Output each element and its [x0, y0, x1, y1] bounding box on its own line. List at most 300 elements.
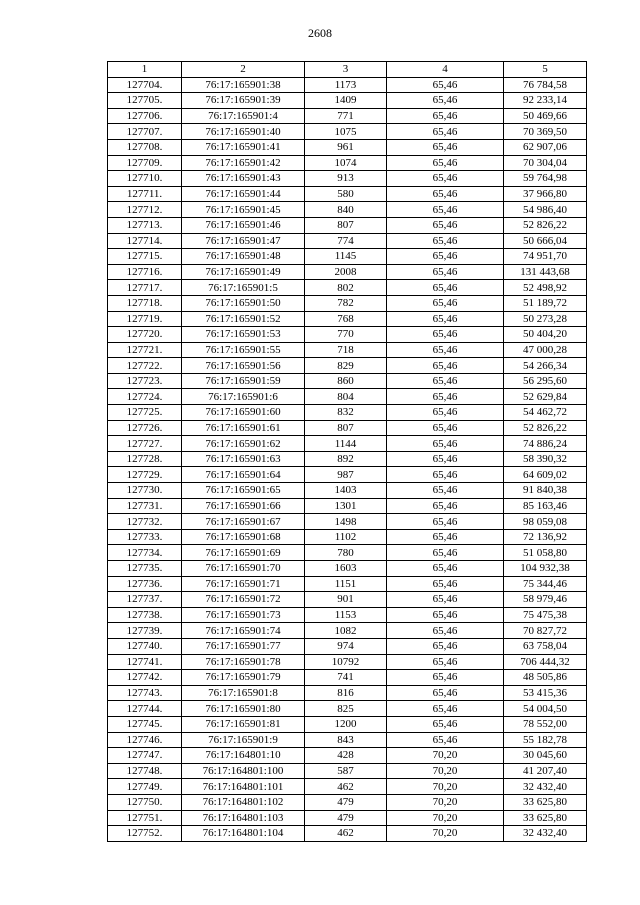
area-cell: 829: [305, 358, 387, 374]
cadastral-number-cell: 76:17:165901:72: [182, 592, 305, 608]
table-row: [108, 483, 587, 499]
amount-cell: 92 233,14: [504, 93, 587, 109]
row-number-cell: 127718.: [108, 295, 182, 311]
table-row: [108, 311, 587, 327]
table-row: [108, 186, 587, 202]
area-cell: 718: [305, 342, 387, 358]
area-cell: 1082: [305, 623, 387, 639]
amount-cell: 52 498,92: [504, 280, 587, 296]
cadastral-number-cell: 76:17:165901:43: [182, 171, 305, 187]
table-row: [108, 545, 587, 561]
area-cell: 462: [305, 826, 387, 842]
cadastral-number-cell: 76:17:165901:63: [182, 451, 305, 467]
row-number-cell: 127742.: [108, 670, 182, 686]
table-row: [108, 748, 587, 764]
table-row: [108, 561, 587, 577]
cadastral-number-cell: 76:17:165901:46: [182, 217, 305, 233]
rate-cell: 65,46: [387, 623, 504, 639]
area-cell: 771: [305, 108, 387, 124]
row-number-cell: 127712.: [108, 202, 182, 218]
row-number-cell: 127730.: [108, 483, 182, 499]
cadastral-number-cell: 76:17:165901:67: [182, 514, 305, 530]
table-row: [108, 654, 587, 670]
table-row: [108, 249, 587, 265]
area-cell: 741: [305, 670, 387, 686]
area-cell: 901: [305, 592, 387, 608]
amount-cell: 50 469,66: [504, 108, 587, 124]
cadastral-number-cell: 76:17:165901:77: [182, 638, 305, 654]
table-row: [108, 763, 587, 779]
row-number-cell: 127715.: [108, 249, 182, 265]
table-row: [108, 810, 587, 826]
row-number-cell: 127749.: [108, 779, 182, 795]
table-row: [108, 685, 587, 701]
cadastral-number-cell: 76:17:165901:62: [182, 436, 305, 452]
row-number-cell: 127724.: [108, 389, 182, 405]
table-row: [108, 514, 587, 530]
rate-cell: 70,20: [387, 794, 504, 810]
rate-cell: 70,20: [387, 779, 504, 795]
area-cell: 2008: [305, 264, 387, 280]
amount-cell: 70 369,50: [504, 124, 587, 140]
table-row: [108, 202, 587, 218]
rate-cell: 65,46: [387, 217, 504, 233]
row-number-cell: 127750.: [108, 794, 182, 810]
row-number-cell: 127735.: [108, 561, 182, 577]
rate-cell: 65,46: [387, 451, 504, 467]
table-row: [108, 327, 587, 343]
amount-cell: 51 189,72: [504, 295, 587, 311]
rate-cell: 65,46: [387, 155, 504, 171]
rate-cell: 65,46: [387, 342, 504, 358]
rate-cell: 65,46: [387, 498, 504, 514]
rate-cell: 65,46: [387, 295, 504, 311]
area-cell: 774: [305, 233, 387, 249]
area-cell: 807: [305, 420, 387, 436]
area-cell: 1603: [305, 561, 387, 577]
area-cell: 961: [305, 139, 387, 155]
rate-cell: 65,46: [387, 545, 504, 561]
row-number-cell: 127705.: [108, 93, 182, 109]
table-row: [108, 373, 587, 389]
amount-cell: 706 444,32: [504, 654, 587, 670]
amount-cell: 56 295,60: [504, 373, 587, 389]
amount-cell: 33 625,80: [504, 810, 587, 826]
row-number-cell: 127752.: [108, 826, 182, 842]
table-row: [108, 77, 587, 93]
table-row: [108, 358, 587, 374]
rate-cell: 65,46: [387, 139, 504, 155]
table-row: [108, 155, 587, 171]
amount-cell: 54 266,34: [504, 358, 587, 374]
row-number-cell: 127720.: [108, 327, 182, 343]
area-cell: 770: [305, 327, 387, 343]
amount-cell: 75 475,38: [504, 607, 587, 623]
amount-cell: 50 404,20: [504, 327, 587, 343]
area-cell: 1200: [305, 716, 387, 732]
rate-cell: 65,46: [387, 171, 504, 187]
amount-cell: 53 415,36: [504, 685, 587, 701]
table-row: [108, 498, 587, 514]
table-row: [108, 826, 587, 842]
area-cell: 1145: [305, 249, 387, 265]
cadastral-number-cell: 76:17:165901:42: [182, 155, 305, 171]
table-row: [108, 171, 587, 187]
rate-cell: 65,46: [387, 592, 504, 608]
row-number-cell: 127710.: [108, 171, 182, 187]
rate-cell: 65,46: [387, 249, 504, 265]
rate-cell: 65,46: [387, 483, 504, 499]
row-number-cell: 127719.: [108, 311, 182, 327]
row-number-cell: 127747.: [108, 748, 182, 764]
cadastral-number-cell: 76:17:165901:44: [182, 186, 305, 202]
amount-cell: 59 764,98: [504, 171, 587, 187]
column-header: 2: [182, 62, 305, 78]
amount-cell: 32 432,40: [504, 826, 587, 842]
area-cell: 428: [305, 748, 387, 764]
cadastral-number-cell: 76:17:165901:45: [182, 202, 305, 218]
area-cell: 10792: [305, 654, 387, 670]
row-number-cell: 127732.: [108, 514, 182, 530]
area-cell: 1074: [305, 155, 387, 171]
cadastral-number-cell: 76:17:165901:60: [182, 405, 305, 421]
amount-cell: 51 058,80: [504, 545, 587, 561]
rate-cell: 65,46: [387, 358, 504, 374]
rate-cell: 65,46: [387, 311, 504, 327]
rate-cell: 65,46: [387, 124, 504, 140]
cadastral-number-cell: 76:17:164801:101: [182, 779, 305, 795]
cadastral-number-cell: 76:17:165901:50: [182, 295, 305, 311]
rate-cell: 65,46: [387, 405, 504, 421]
amount-cell: 55 182,78: [504, 732, 587, 748]
rate-cell: 70,20: [387, 826, 504, 842]
rate-cell: 65,46: [387, 186, 504, 202]
amount-cell: 54 986,40: [504, 202, 587, 218]
rate-cell: 65,46: [387, 420, 504, 436]
row-number-cell: 127736.: [108, 576, 182, 592]
table-row: [108, 436, 587, 452]
rate-cell: 65,46: [387, 529, 504, 545]
table-row: [108, 93, 587, 109]
table-row: [108, 467, 587, 483]
amount-cell: 41 207,40: [504, 763, 587, 779]
row-number-cell: 127726.: [108, 420, 182, 436]
rate-cell: 65,46: [387, 514, 504, 530]
cadastral-number-cell: 76:17:165901:6: [182, 389, 305, 405]
area-cell: 1153: [305, 607, 387, 623]
amount-cell: 52 826,22: [504, 217, 587, 233]
amount-cell: 70 827,72: [504, 623, 587, 639]
rate-cell: 65,46: [387, 467, 504, 483]
table-row: [108, 592, 587, 608]
area-cell: 780: [305, 545, 387, 561]
area-cell: 860: [305, 373, 387, 389]
rate-cell: 65,46: [387, 685, 504, 701]
area-cell: 782: [305, 295, 387, 311]
cadastral-number-cell: 76:17:165901:59: [182, 373, 305, 389]
page-number: 2608: [308, 26, 332, 40]
amount-cell: 30 045,60: [504, 748, 587, 764]
table-row: [108, 732, 587, 748]
row-number-cell: 127728.: [108, 451, 182, 467]
cadastral-number-cell: 76:17:165901:78: [182, 654, 305, 670]
amount-cell: 76 784,58: [504, 77, 587, 93]
area-cell: 479: [305, 794, 387, 810]
rate-cell: 65,46: [387, 638, 504, 654]
rate-cell: 65,46: [387, 327, 504, 343]
row-number-cell: 127716.: [108, 264, 182, 280]
table-row: [108, 670, 587, 686]
table-row: [108, 233, 587, 249]
table-row: [108, 139, 587, 155]
rate-cell: 65,46: [387, 701, 504, 717]
row-number-cell: 127739.: [108, 623, 182, 639]
area-cell: 840: [305, 202, 387, 218]
area-cell: 802: [305, 280, 387, 296]
row-number-cell: 127733.: [108, 529, 182, 545]
amount-cell: 131 443,68: [504, 264, 587, 280]
rate-cell: 65,46: [387, 264, 504, 280]
cadastral-number-cell: 76:17:164801:10: [182, 748, 305, 764]
amount-cell: 58 979,46: [504, 592, 587, 608]
amount-cell: 33 625,80: [504, 794, 587, 810]
table-row: [108, 576, 587, 592]
cadastral-number-cell: 76:17:165901:4: [182, 108, 305, 124]
rate-cell: 65,46: [387, 233, 504, 249]
amount-cell: 52 826,22: [504, 420, 587, 436]
data-table: [107, 61, 587, 842]
cadastral-number-cell: 76:17:165901:74: [182, 623, 305, 639]
amount-cell: 64 609,02: [504, 467, 587, 483]
area-cell: 1301: [305, 498, 387, 514]
row-number-cell: 127745.: [108, 716, 182, 732]
row-number-cell: 127709.: [108, 155, 182, 171]
table-row: [108, 451, 587, 467]
cadastral-number-cell: 76:17:165901:9: [182, 732, 305, 748]
cadastral-number-cell: 76:17:164801:102: [182, 794, 305, 810]
table-row: [108, 701, 587, 717]
table-row: [108, 623, 587, 639]
area-cell: 974: [305, 638, 387, 654]
cadastral-number-cell: 76:17:165901:39: [182, 93, 305, 109]
amount-cell: 75 344,46: [504, 576, 587, 592]
cadastral-number-cell: 76:17:165901:47: [182, 233, 305, 249]
area-cell: 768: [305, 311, 387, 327]
cadastral-number-cell: 76:17:165901:49: [182, 264, 305, 280]
rate-cell: 65,46: [387, 202, 504, 218]
row-number-cell: 127737.: [108, 592, 182, 608]
amount-cell: 54 004,50: [504, 701, 587, 717]
table-row: [108, 420, 587, 436]
table-row: [108, 264, 587, 280]
amount-cell: 50 666,04: [504, 233, 587, 249]
area-cell: 479: [305, 810, 387, 826]
cadastral-number-cell: 76:17:164801:103: [182, 810, 305, 826]
cadastral-number-cell: 76:17:165901:56: [182, 358, 305, 374]
row-number-cell: 127714.: [108, 233, 182, 249]
row-number-cell: 127743.: [108, 685, 182, 701]
row-number-cell: 127707.: [108, 124, 182, 140]
row-number-cell: 127708.: [108, 139, 182, 155]
area-cell: 807: [305, 217, 387, 233]
cadastral-number-cell: 76:17:164801:104: [182, 826, 305, 842]
amount-cell: 48 505,86: [504, 670, 587, 686]
table-row: [108, 405, 587, 421]
area-cell: 580: [305, 186, 387, 202]
amount-cell: 78 552,00: [504, 716, 587, 732]
rate-cell: 65,46: [387, 716, 504, 732]
amount-cell: 72 136,92: [504, 529, 587, 545]
cadastral-number-cell: 76:17:165901:66: [182, 498, 305, 514]
rate-cell: 65,46: [387, 561, 504, 577]
row-number-cell: 127744.: [108, 701, 182, 717]
area-cell: 587: [305, 763, 387, 779]
row-number-cell: 127717.: [108, 280, 182, 296]
cadastral-number-cell: 76:17:165901:70: [182, 561, 305, 577]
area-cell: 913: [305, 171, 387, 187]
table-row: [108, 280, 587, 296]
row-number-cell: 127751.: [108, 810, 182, 826]
cadastral-number-cell: 76:17:165901:65: [182, 483, 305, 499]
cadastral-number-cell: 76:17:165901:81: [182, 716, 305, 732]
rate-cell: 70,20: [387, 748, 504, 764]
cadastral-number-cell: 76:17:165901:71: [182, 576, 305, 592]
row-number-cell: 127713.: [108, 217, 182, 233]
column-header: 4: [387, 62, 504, 78]
table-row: [108, 217, 587, 233]
row-number-cell: 127711.: [108, 186, 182, 202]
header-row: [108, 62, 587, 78]
rate-cell: 65,46: [387, 280, 504, 296]
table-row: [108, 108, 587, 124]
area-cell: 1173: [305, 77, 387, 93]
amount-cell: 85 163,46: [504, 498, 587, 514]
row-number-cell: 127734.: [108, 545, 182, 561]
area-cell: 804: [305, 389, 387, 405]
row-number-cell: 127727.: [108, 436, 182, 452]
amount-cell: 74 886,24: [504, 436, 587, 452]
area-cell: 1403: [305, 483, 387, 499]
table-row: [108, 779, 587, 795]
row-number-cell: 127725.: [108, 405, 182, 421]
cadastral-number-cell: 76:17:165901:61: [182, 420, 305, 436]
amount-cell: 54 462,72: [504, 405, 587, 421]
table-row: [108, 295, 587, 311]
cadastral-number-cell: 76:17:165901:69: [182, 545, 305, 561]
cadastral-number-cell: 76:17:165901:68: [182, 529, 305, 545]
amount-cell: 62 907,06: [504, 139, 587, 155]
cadastral-number-cell: 76:17:165901:53: [182, 327, 305, 343]
table-row: [108, 638, 587, 654]
area-cell: 987: [305, 467, 387, 483]
cadastral-number-cell: 76:17:165901:52: [182, 311, 305, 327]
column-header: 1: [108, 62, 182, 78]
amount-cell: 63 758,04: [504, 638, 587, 654]
cadastral-number-cell: 76:17:165901:79: [182, 670, 305, 686]
rate-cell: 65,46: [387, 389, 504, 405]
rate-cell: 65,46: [387, 732, 504, 748]
area-cell: 1075: [305, 124, 387, 140]
rate-cell: 65,46: [387, 607, 504, 623]
area-cell: 843: [305, 732, 387, 748]
row-number-cell: 127729.: [108, 467, 182, 483]
area-cell: 462: [305, 779, 387, 795]
area-cell: 1498: [305, 514, 387, 530]
row-number-cell: 127731.: [108, 498, 182, 514]
amount-cell: 52 629,84: [504, 389, 587, 405]
amount-cell: 104 932,38: [504, 561, 587, 577]
rate-cell: 70,20: [387, 763, 504, 779]
row-number-cell: 127738.: [108, 607, 182, 623]
cadastral-number-cell: 76:17:165901:73: [182, 607, 305, 623]
amount-cell: 91 840,38: [504, 483, 587, 499]
area-cell: 1102: [305, 529, 387, 545]
amount-cell: 70 304,04: [504, 155, 587, 171]
rate-cell: 65,46: [387, 670, 504, 686]
amount-cell: 74 951,70: [504, 249, 587, 265]
row-number-cell: 127740.: [108, 638, 182, 654]
rate-cell: 65,46: [387, 436, 504, 452]
rate-cell: 70,20: [387, 810, 504, 826]
rate-cell: 65,46: [387, 373, 504, 389]
table-row: [108, 607, 587, 623]
cadastral-number-cell: 76:17:165901:55: [182, 342, 305, 358]
cadastral-number-cell: 76:17:165901:38: [182, 77, 305, 93]
area-cell: 1144: [305, 436, 387, 452]
rate-cell: 65,46: [387, 576, 504, 592]
row-number-cell: 127721.: [108, 342, 182, 358]
row-number-cell: 127704.: [108, 77, 182, 93]
column-header: 5: [504, 62, 587, 78]
amount-cell: 98 059,08: [504, 514, 587, 530]
area-cell: 832: [305, 405, 387, 421]
amount-cell: 50 273,28: [504, 311, 587, 327]
row-number-cell: 127722.: [108, 358, 182, 374]
amount-cell: 47 000,28: [504, 342, 587, 358]
row-number-cell: 127748.: [108, 763, 182, 779]
table-body: [108, 77, 587, 841]
table-row: [108, 794, 587, 810]
rate-cell: 65,46: [387, 108, 504, 124]
table-row: [108, 529, 587, 545]
cadastral-number-cell: 76:17:165901:48: [182, 249, 305, 265]
cadastral-number-cell: 76:17:165901:5: [182, 280, 305, 296]
row-number-cell: 127723.: [108, 373, 182, 389]
cadastral-number-cell: 76:17:165901:8: [182, 685, 305, 701]
rate-cell: 65,46: [387, 654, 504, 670]
rate-cell: 65,46: [387, 77, 504, 93]
area-cell: 1151: [305, 576, 387, 592]
area-cell: 892: [305, 451, 387, 467]
table-row: [108, 716, 587, 732]
area-cell: 816: [305, 685, 387, 701]
column-header: 3: [305, 62, 387, 78]
row-number-cell: 127706.: [108, 108, 182, 124]
cadastral-number-cell: 76:17:165901:64: [182, 467, 305, 483]
rate-cell: 65,46: [387, 93, 504, 109]
row-number-cell: 127741.: [108, 654, 182, 670]
table-row: [108, 389, 587, 405]
area-cell: 1409: [305, 93, 387, 109]
area-cell: 825: [305, 701, 387, 717]
table-row: [108, 342, 587, 358]
cadastral-number-cell: 76:17:165901:80: [182, 701, 305, 717]
table-row: [108, 124, 587, 140]
row-number-cell: 127746.: [108, 732, 182, 748]
cadastral-number-cell: 76:17:165901:41: [182, 139, 305, 155]
cadastral-number-cell: 76:17:165901:40: [182, 124, 305, 140]
amount-cell: 32 432,40: [504, 779, 587, 795]
